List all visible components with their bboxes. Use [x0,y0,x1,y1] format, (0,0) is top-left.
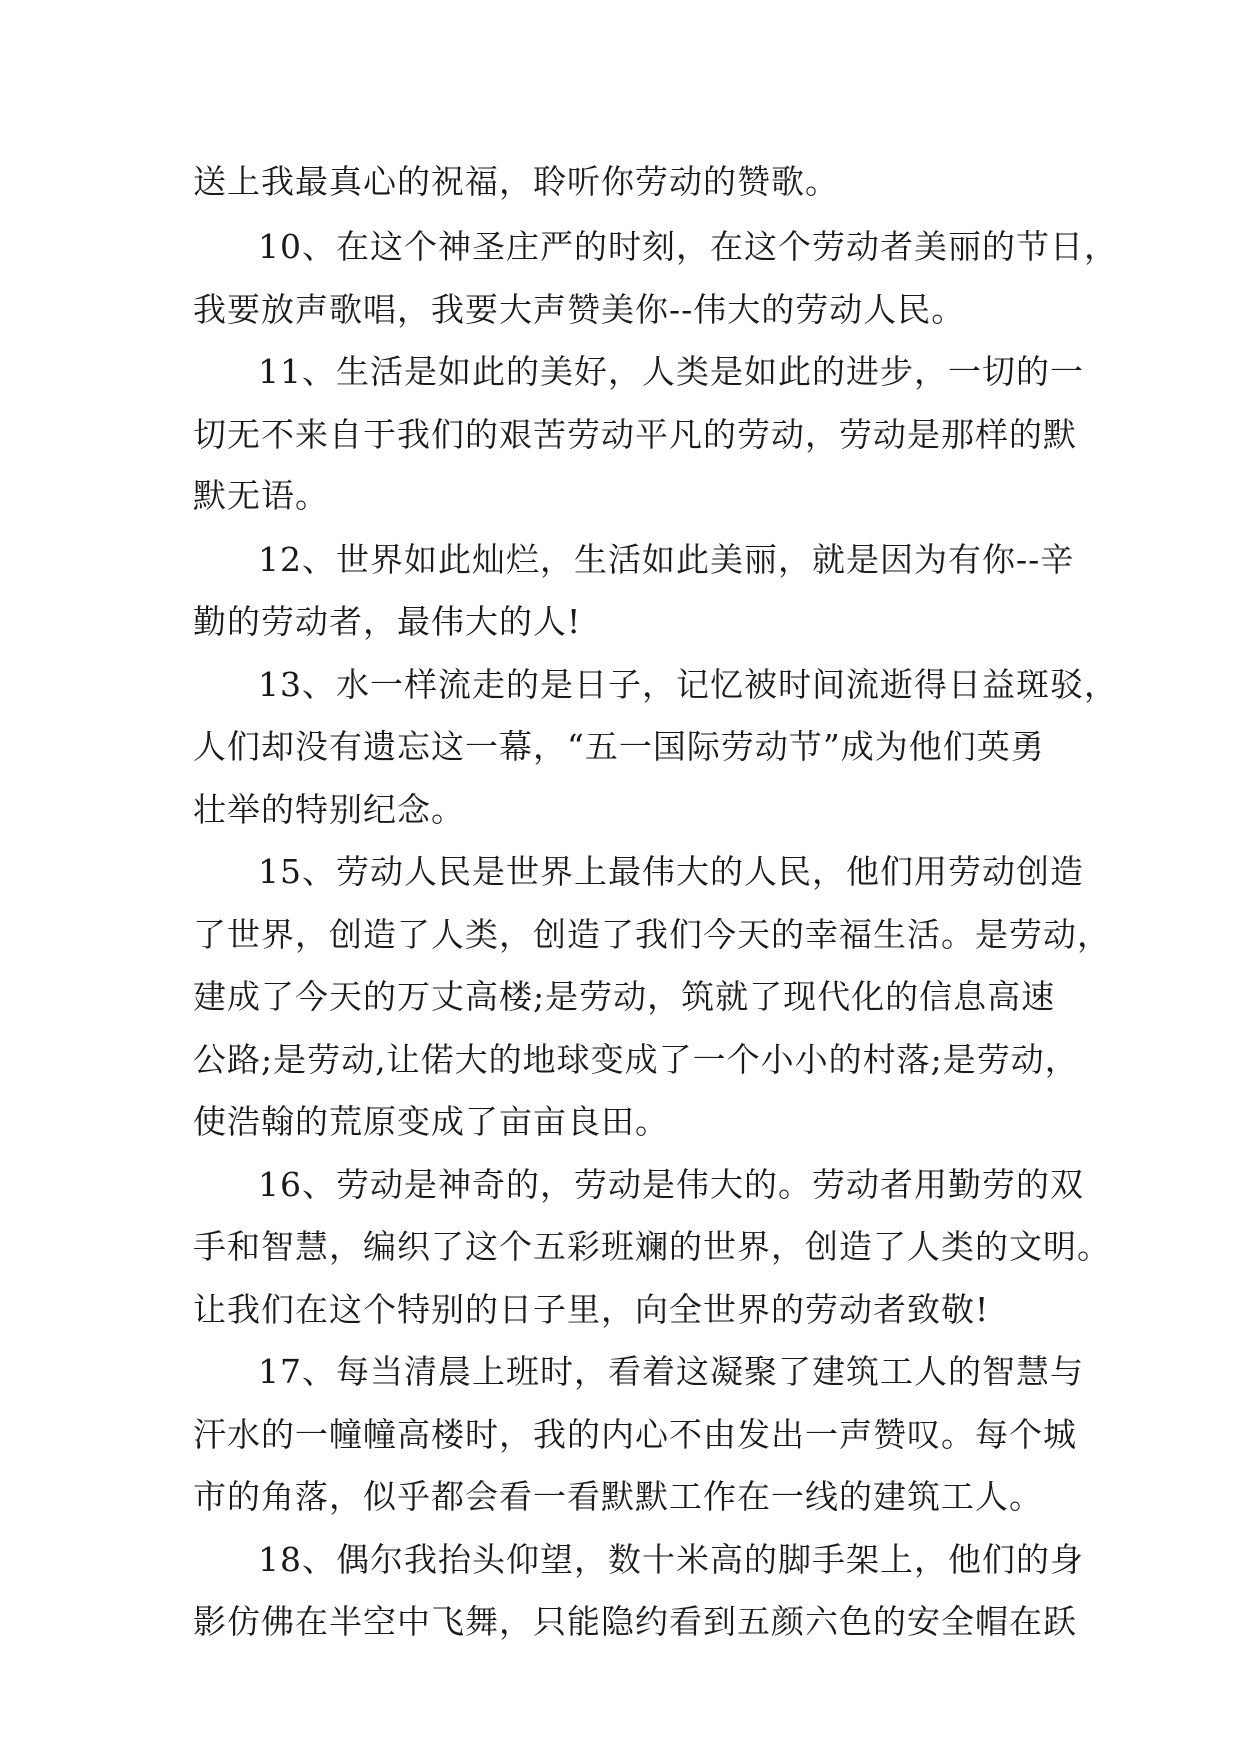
text-line: 手和智慧，编织了这个五彩班斓的世界，创造了人类的文明。 [193,1227,1111,1266]
text-line: 12、世界如此灿烂，生活如此美丽，就是因为有你--辛 [258,540,1075,579]
text-line: 壮举的特别纪念。 [193,790,465,829]
text-line: 影仿佛在半空中飞舞，只能隐约看到五颜六色的安全帽在跃 [193,1602,1077,1641]
text-line: 使浩翰的荒原变成了亩亩良田。 [193,1102,669,1141]
text-line: 我要放声歌唱，我要大声赞美你--伟大的劳动人民。 [193,290,966,329]
text-line: 汗水的一幢幢高楼时，我的内心不由发出一声赞叹。每个城 [193,1415,1077,1454]
text-line: 送上我最真心的祝福，聆听你劳动的赞歌。 [193,162,839,201]
text-line: 切无不来自于我们的艰苦劳动平凡的劳动，劳动是那样的默 [193,415,1077,454]
text-line: 18、偶尔我抬头仰望，数十米高的脚手架上，他们的身 [258,1540,1084,1579]
text-line: 17、每当清晨上班时，看着这凝聚了建筑工人的智慧与 [258,1352,1084,1391]
text-line: 16、劳动是神奇的，劳动是伟大的。劳动者用勤劳的双 [258,1165,1084,1204]
text-line: 勤的劳动者，最伟大的人! [193,602,582,641]
text-line: 默无语。 [193,476,329,515]
text-line: 了世界，创造了人类，创造了我们今天的幸福生活。是劳动， [193,915,1111,954]
text-line: 13、水一样流走的是日子，记忆被时间流逝得日益斑驳， [258,665,1118,704]
text-line: 10、在这个神圣庄严的时刻，在这个劳动者美丽的节日， [258,227,1118,266]
text-line: 让我们在这个特别的日子里，向全世界的劳动者致敬! [193,1290,990,1329]
text-line: 市的角落，似乎都会看一看默默工作在一线的建筑工人。 [193,1477,1043,1516]
text-line: 15、劳动人民是世界上最伟大的人民，他们用劳动创造 [258,852,1084,891]
text-line: 公路;是劳动,让偌大的地球变成了一个小小的村落;是劳动， [193,1040,1079,1079]
text-line: 11、生活是如此的美好，人类是如此的进步，一切的一 [258,352,1084,391]
text-line: 人们却没有遗忘这一幕，“五一国际劳动节”成为他们英勇 [193,727,1045,766]
text-line: 建成了今天的万丈高楼;是劳动，筑就了现代化的信息高速 [193,977,1056,1016]
